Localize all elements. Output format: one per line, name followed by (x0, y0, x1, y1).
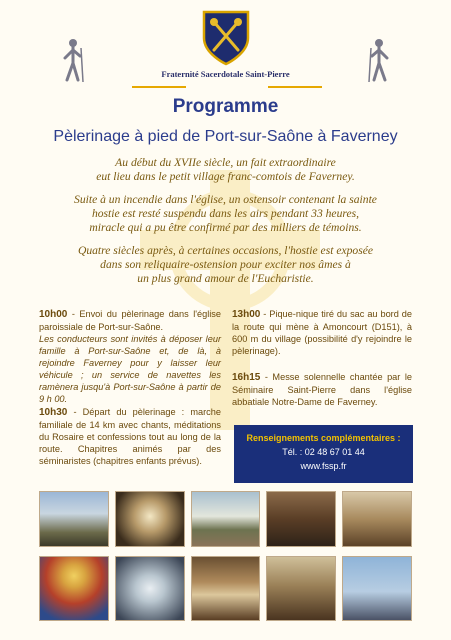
schedule-item-1000 (39, 308, 221, 405)
schedule-note: Les conducteurs sont invités à déposer leur famille à Port-sur-Saône et, de là, à rejoindre Faverney pour y laisser leur véhicule ; un service de navettes les ramènera jusqu'à Port-sur-Saône à partir de 9 h 00. (39, 334, 221, 404)
contact-phone: Tél. : 02 48 67 01 44 (282, 447, 365, 457)
contact-website[interactable]: www.fssp.fr (300, 461, 347, 471)
contact-info-box (234, 425, 413, 483)
photo-choir (266, 556, 336, 621)
page-title: Programme (172, 96, 279, 117)
intro-line: Suite à un incendie dans l'église, un ostensoir contenant la sainte (74, 193, 377, 206)
organization-name: Fraternité Sacerdotale Saint-Pierre (161, 69, 290, 79)
schedule-item-1615 (232, 371, 412, 408)
divider-left (132, 86, 186, 88)
intro-line: un plus grand amour de l'Eucharistie. (137, 272, 314, 285)
intro-line: Quatre siècles après, à certaines occasions, l'hostie est exposée (77, 244, 374, 257)
photo-row-top (39, 491, 412, 547)
photo-row-bottom (39, 556, 412, 621)
intro-paragraph-2 (40, 193, 411, 235)
photo-stained-glass (39, 556, 109, 621)
schedule-text: - Messe solennelle chantée par le Séminaire Saint-Pierre dans l'église abbatiale Notre-Dame de Faverney. (232, 372, 412, 407)
photo-statue-virgin (115, 556, 185, 621)
page-subtitle: Pèlerinage à pied de Port-sur-Saône à Faverney (53, 128, 398, 145)
schedule-item-1300 (232, 308, 412, 357)
fssp-crest-icon (200, 8, 252, 66)
schedule-time: 13h00 (232, 309, 261, 320)
schedule-text: - Pique-nique tiré du sac au bord de la route qui mène à Amoncourt (D151), à 600 m du village (possibilité d'y rejoindre le pèlerinage). (232, 309, 412, 356)
photo-church-interior (115, 491, 185, 547)
divider-right (268, 86, 322, 88)
contact-heading: Renseignements complémentaires : (246, 433, 401, 443)
intro-paragraph-1 (40, 156, 411, 184)
photo-village (39, 491, 109, 547)
photo-altar-cross (342, 491, 412, 547)
intro-paragraph-3 (40, 244, 411, 286)
schedule-time: 16h15 (232, 372, 261, 383)
intro-line: dans son reliquaire-ostension pour exciter nos âmes à (100, 258, 351, 271)
schedule-text: - Départ du pèlerinage : marche familiale de 14 km avec chants, méditations du Rosaire et confessions tout au long de la route. Chapitres animés par des séminaristes (chapitres enfants prévus). (39, 407, 221, 466)
schedule-text: - Envoi du pèlerinage dans l'église paroissiale de Port-sur-Saône. (39, 309, 221, 332)
schedule-time: 10h30 (39, 407, 68, 418)
intro-line: hostie est resté suspendu dans les airs pendant 33 heures, (91, 207, 360, 220)
intro-line: Au début du XVIIe siècle, un fait extraordinaire (115, 156, 336, 169)
intro-line: miracle qui a pu être confirmé par des milliers de témoins. (89, 221, 362, 234)
schedule-time: 10h00 (39, 309, 68, 320)
photo-pilgrims-walking (191, 491, 261, 547)
photo-madonna-statue (342, 556, 412, 621)
photo-church-nave (191, 556, 261, 621)
schedule-item-1030 (39, 406, 221, 467)
photo-procession (266, 491, 336, 547)
intro-line: eut lieu dans le petit village franc-comtois de Faverney. (96, 170, 355, 183)
